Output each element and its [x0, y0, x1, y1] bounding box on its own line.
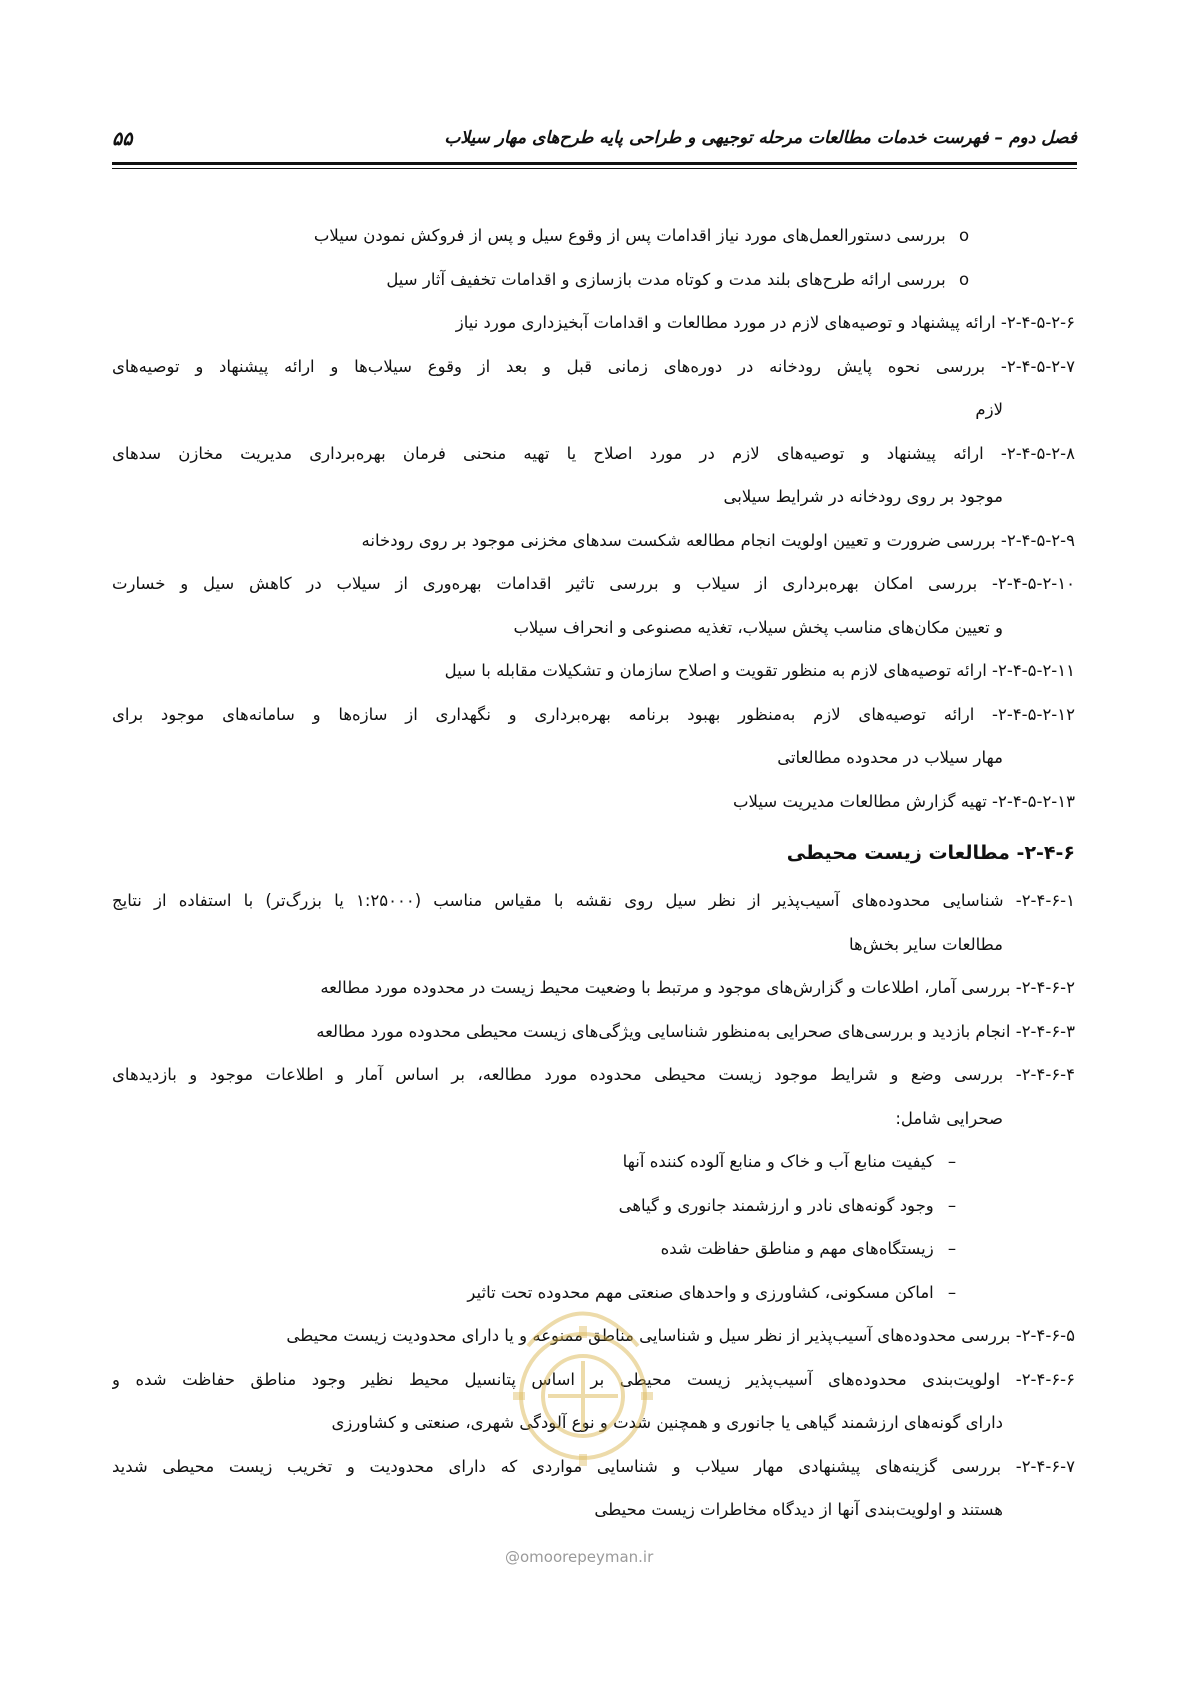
- dash-bullet: –: [947, 1152, 957, 1171]
- item-continuation: لازم: [975, 400, 1003, 419]
- numbered-item: ۲-۴-۶-۱- شناسایی محدوده‌های آسیب‌پذیر از نظر سیل روی نقشه با مقیاس مناسب (۱:۲۵۰۰۰ یا بزرگ‌تر) با استفاده از نتایج: [112, 891, 1075, 910]
- dash-item: [112, 1140, 1075, 1184]
- section-heading: ۲-۴-۶- مطالعات زیست محیطی: [786, 842, 1075, 864]
- watermark-text: @omoorepeyman.ir: [505, 1548, 654, 1566]
- numbered-item: ۲-۴-۶-۷- بررسی گزینه‌های پیشنهادی مهار سیلاب و شناسایی مواردی که دارای محدودیت و تخریب زیست محیطی شدید: [112, 1456, 1075, 1476]
- numbered-item: ۲-۴-۶-۲- بررسی آمار، اطلاعات و گزارش‌های موجود و مرتبط با وضعیت محیط زیست در محدوده مورد مطالعه: [320, 978, 1075, 997]
- item-continuation: موجود بر روی رودخانه در شرایط سیلابی: [723, 487, 1003, 506]
- bullet-item: [112, 214, 1075, 258]
- dash-item: [112, 1227, 1075, 1271]
- numbered-item: ۲-۴-۶-۵- بررسی محدوده‌های آسیب‌پذیر از نظر سیل و شناسایی مناطق ممنوعه و یا دارای محدودیت زیست محیطی: [286, 1326, 1075, 1345]
- dash-bullet: –: [947, 1239, 957, 1258]
- chapter-title: فصل دوم – فهرست خدمات مطالعات مرحله توجیهی و طراحی پایه طرح‌های مهار سیلاب: [444, 128, 1077, 148]
- item-continuation: و تعیین مکان‌های مناسب پخش سیلاب، تغذیه مصنوعی و انحراف سیلاب: [513, 617, 1003, 637]
- page-number: ۵۵: [112, 128, 133, 150]
- numbered-item: ۲-۴-۵-۲-۱۳- تهیه گزارش مطالعات مدیریت سیلاب: [733, 791, 1075, 811]
- dash-text: اماکن مسکونی، کشاورزی و واحدهای صنعتی مهم محدوده تحت تاثیر: [467, 1282, 934, 1302]
- circle-bullet-icon: o: [958, 269, 970, 289]
- numbered-item: ۲-۴-۶-۳- انجام بازدید و بررسی‌های صحرایی به‌منظور شناسایی ویژگی‌های زیست محیطی محدوده مورد مطالعه: [316, 1021, 1075, 1041]
- dash-bullet: –: [947, 1282, 957, 1302]
- dash-text: وجود گونه‌های نادر و ارزشمند جانوری و گیاهی: [618, 1195, 934, 1215]
- dash-bullet: –: [947, 1195, 957, 1215]
- numbered-item: ۲-۴-۵-۲-۱۲- ارائه توصیه‌های لازم به‌منظور بهبود برنامه بهره‌برداری و نگهداری از سازه‌ها و سامانه‌های موجود برای: [112, 704, 1075, 724]
- circle-bullet-icon: o: [958, 226, 970, 245]
- item-continuation: هستند و اولویت‌بندی آنها از دیدگاه مخاطرات زیست محیطی: [594, 1500, 1003, 1519]
- numbered-item: ۲-۴-۶-۶- اولویت‌بندی محدوده‌های آسیب‌پذیر زیست محیطی بر اساس پتانسیل محیط نظیر وجود مناطق حفاظت شده و: [112, 1369, 1075, 1389]
- numbered-item: ۲-۴-۵-۲-۹- بررسی ضرورت و تعیین اولویت انجام مطالعه شکست سدهای مخزنی موجود بر روی رودخانه: [361, 530, 1075, 550]
- numbered-item: ۲-۴-۵-۲-۱۱- ارائه توصیه‌های لازم به منظور تقویت و اصلاح سازمان و تشکیلات مقابله با سیل: [444, 661, 1075, 680]
- dash-text: کیفیت منابع آب و خاک و منابع آلوده کننده آنها: [622, 1152, 934, 1171]
- item-continuation: دارای گونه‌های ارزشمند گیاهی یا جانوری و همچنین شدت و نوع آلودگی شهری، صنعتی و کشاورزی: [331, 1413, 1003, 1432]
- bullet-text: بررسی دستورالعمل‌های مورد نیاز اقدامات پس از وقوع سیل و پس از فروکش نمودن سیلاب: [313, 226, 946, 245]
- item-continuation: مهار سیلاب در محدوده مطالعاتی: [777, 748, 1003, 767]
- header-rule-thin: [112, 168, 1077, 169]
- numbered-item: ۲-۴-۵-۲-۸- ارائه پیشنهاد و توصیه‌های لازم در مورد اصلاح یا تهیه منحنی فرمان بهره‌برداری مدیریت مخازن سدهای: [112, 443, 1075, 463]
- dash-text: زیستگاه‌های مهم و مناطق حفاظت شده: [660, 1239, 934, 1258]
- item-continuation: مطالعات سایر بخش‌ها: [849, 934, 1003, 954]
- numbered-item: ۲-۴-۶-۴- بررسی وضع و شرایط موجود زیست محیطی محدوده مورد مطالعه، بر اساس آمار و اطلاعات موجود و بازدیدهای: [112, 1065, 1075, 1084]
- dash-item: [112, 1184, 1075, 1228]
- page-header: [112, 128, 1077, 166]
- bullet-item: [112, 258, 1075, 302]
- header-rule-thick: [112, 162, 1077, 165]
- watermark-logo-icon: [498, 1286, 668, 1486]
- numbered-item: ۲-۴-۵-۲-۷- بررسی نحوه پایش رودخانه در دوره‌های زمانی قبل و بعد از وقوع سیلاب‌ها و ارائه پیشنهاد و توصیه‌های: [112, 356, 1075, 376]
- numbered-item: ۲-۴-۵-۲-۱۰- بررسی امکان بهره‌برداری از سیلاب و بررسی تاثیر اقدامات بهره‌وری از سیلاب در کاهش سیل و خسارت: [112, 574, 1075, 593]
- numbered-item: ۲-۴-۵-۲-۶- ارائه پیشنهاد و توصیه‌های لازم در مورد مطالعات و اقدامات آبخیزداری مورد نیاز: [455, 313, 1075, 332]
- item-continuation: صحرایی شامل:: [895, 1108, 1003, 1128]
- bullet-text: بررسی ارائه طرح‌های بلند مدت و کوتاه مدت بازسازی و اقدامات تخفیف آثار سیل: [386, 269, 946, 289]
